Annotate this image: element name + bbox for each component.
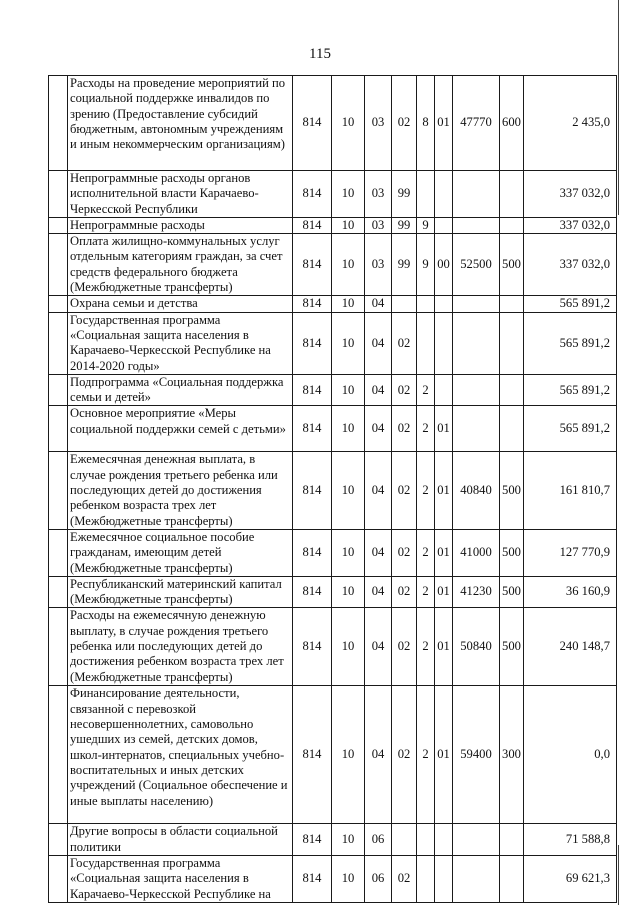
ved-code-cell: 814 bbox=[293, 406, 332, 452]
activity-code-cell: 01 bbox=[435, 406, 453, 452]
subprogram-code-cell: 9 bbox=[417, 234, 435, 296]
section-code-cell: 10 bbox=[332, 406, 365, 452]
subsection-code-cell: 04 bbox=[365, 406, 392, 452]
program-code-cell: 99 bbox=[392, 217, 417, 233]
amount-cell: 2 435,0 bbox=[524, 76, 617, 171]
expense-name-cell: Финансирование деятельности, связанной с перевозкой несовершеннолетних, самовольно ушедших из семей, детских домов, школ-интернатов, специальных учебно-воспитательных и иных детских учреждений (Социальное обеспечение и иные выплаты населению) bbox=[68, 686, 293, 824]
program-code-cell bbox=[392, 824, 417, 856]
activity-code-cell: 00 bbox=[435, 234, 453, 296]
activity-code-cell bbox=[435, 171, 453, 218]
table-row bbox=[49, 452, 617, 529]
ved-code-cell: 814 bbox=[293, 856, 332, 903]
expense-type-cell bbox=[500, 856, 524, 903]
program-code-cell: 02 bbox=[392, 686, 417, 824]
expense-name-cell: Ежемесячное социальное пособие гражданам, имеющим детей (Межбюджетные трансферты) bbox=[68, 529, 293, 576]
expense-name-cell: Республиканский материнский капитал (Межбюджетные трансферты) bbox=[68, 576, 293, 608]
expense-name-cell: Ежемесячная денежная выплата, в случае рождения третьего ребенка или последующих детей до достижения ребенком возраста трех лет (Межбюджетные трансферты) bbox=[68, 452, 293, 529]
expense-name-cell: Непрограммные расходы органов исполнительной власти Карачаево-Черкесской Республики bbox=[68, 171, 293, 218]
direction-code-cell bbox=[453, 406, 500, 452]
table-row bbox=[49, 824, 617, 856]
expense-type-cell bbox=[500, 824, 524, 856]
activity-code-cell bbox=[435, 824, 453, 856]
amount-cell: 36 160,9 bbox=[524, 576, 617, 608]
subsection-code-cell: 03 bbox=[365, 76, 392, 171]
section-code-cell: 10 bbox=[332, 576, 365, 608]
ved-code-cell: 814 bbox=[293, 217, 332, 233]
table-row bbox=[49, 374, 617, 406]
activity-code-cell bbox=[435, 217, 453, 233]
ved-code-cell: 814 bbox=[293, 452, 332, 529]
program-code-cell: 02 bbox=[392, 856, 417, 903]
subsection-code-cell: 04 bbox=[365, 686, 392, 824]
row-number-cell bbox=[49, 576, 68, 608]
direction-code-cell bbox=[453, 296, 500, 312]
page-edge-line bbox=[618, 845, 619, 905]
ved-code-cell: 814 bbox=[293, 76, 332, 171]
expense-type-cell: 500 bbox=[500, 234, 524, 296]
table-row bbox=[49, 686, 617, 824]
amount-cell: 69 621,3 bbox=[524, 856, 617, 903]
row-number-cell bbox=[49, 171, 68, 218]
table-body bbox=[49, 76, 617, 903]
direction-code-cell: 59400 bbox=[453, 686, 500, 824]
expense-name-cell: Государственная программа «Социальная защита населения в Карачаево-Черкесской Республике на bbox=[68, 856, 293, 903]
program-code-cell: 02 bbox=[392, 76, 417, 171]
direction-code-cell: 50840 bbox=[453, 608, 500, 686]
amount-cell: 337 032,0 bbox=[524, 217, 617, 233]
ved-code-cell: 814 bbox=[293, 824, 332, 856]
page-number: 115 bbox=[309, 46, 331, 62]
activity-code-cell: 01 bbox=[435, 452, 453, 529]
expense-type-cell: 500 bbox=[500, 529, 524, 576]
program-code-cell: 99 bbox=[392, 171, 417, 218]
program-code-cell: 02 bbox=[392, 312, 417, 374]
direction-code-cell bbox=[453, 824, 500, 856]
subsection-code-cell: 06 bbox=[365, 856, 392, 903]
subsection-code-cell: 04 bbox=[365, 374, 392, 406]
subsection-code-cell: 04 bbox=[365, 452, 392, 529]
ved-code-cell: 814 bbox=[293, 296, 332, 312]
expense-name-cell: Непрограммные расходы bbox=[68, 217, 293, 233]
table-row bbox=[49, 76, 617, 171]
ved-code-cell: 814 bbox=[293, 529, 332, 576]
section-code-cell: 10 bbox=[332, 217, 365, 233]
expense-name-cell: Оплата жилищно-коммунальных услуг отдельным категориям граждан, за счет средств федерального бюджета (Межбюджетные трансферты) bbox=[68, 234, 293, 296]
subsection-code-cell: 03 bbox=[365, 234, 392, 296]
amount-cell: 565 891,2 bbox=[524, 312, 617, 374]
direction-code-cell: 41000 bbox=[453, 529, 500, 576]
section-code-cell: 10 bbox=[332, 312, 365, 374]
direction-code-cell bbox=[453, 217, 500, 233]
direction-code-cell bbox=[453, 856, 500, 903]
expense-type-cell bbox=[500, 217, 524, 233]
subprogram-code-cell: 9 bbox=[417, 217, 435, 233]
subprogram-code-cell: 2 bbox=[417, 406, 435, 452]
expense-type-cell: 500 bbox=[500, 452, 524, 529]
ved-code-cell: 814 bbox=[293, 686, 332, 824]
amount-cell: 337 032,0 bbox=[524, 234, 617, 296]
program-code-cell: 99 bbox=[392, 234, 417, 296]
row-number-cell bbox=[49, 686, 68, 824]
expense-type-cell: 600 bbox=[500, 76, 524, 171]
subsection-code-cell: 04 bbox=[365, 576, 392, 608]
amount-cell: 565 891,2 bbox=[524, 296, 617, 312]
expense-name-cell: Расходы на проведение мероприятий по социальной поддержке инвалидов по зрению (Предоставление субсидий бюджетным, автономным учреждениям и иным некоммерческим организациям) bbox=[68, 76, 293, 171]
amount-cell: 127 770,9 bbox=[524, 529, 617, 576]
section-code-cell: 10 bbox=[332, 686, 365, 824]
expense-type-cell bbox=[500, 406, 524, 452]
expense-name-cell: Другие вопросы в области социальной политики bbox=[68, 824, 293, 856]
row-number-cell bbox=[49, 406, 68, 452]
subprogram-code-cell: 2 bbox=[417, 529, 435, 576]
activity-code-cell: 01 bbox=[435, 608, 453, 686]
table-row bbox=[49, 856, 617, 903]
amount-cell: 565 891,2 bbox=[524, 374, 617, 406]
activity-code-cell: 01 bbox=[435, 576, 453, 608]
program-code-cell bbox=[392, 296, 417, 312]
ved-code-cell: 814 bbox=[293, 374, 332, 406]
table-row bbox=[49, 576, 617, 608]
direction-code-cell: 47770 bbox=[453, 76, 500, 171]
subprogram-code-cell bbox=[417, 856, 435, 903]
section-code-cell: 10 bbox=[332, 296, 365, 312]
row-number-cell bbox=[49, 76, 68, 171]
row-number-cell bbox=[49, 234, 68, 296]
expense-type-cell bbox=[500, 171, 524, 218]
table-row bbox=[49, 217, 617, 233]
subsection-code-cell: 03 bbox=[365, 171, 392, 218]
section-code-cell: 10 bbox=[332, 76, 365, 171]
subprogram-code-cell: 8 bbox=[417, 76, 435, 171]
activity-code-cell: 01 bbox=[435, 529, 453, 576]
row-number-cell bbox=[49, 296, 68, 312]
activity-code-cell bbox=[435, 856, 453, 903]
expense-name-cell: Охрана семьи и детства bbox=[68, 296, 293, 312]
expense-type-cell: 500 bbox=[500, 576, 524, 608]
row-number-cell bbox=[49, 529, 68, 576]
activity-code-cell: 01 bbox=[435, 686, 453, 824]
section-code-cell: 10 bbox=[332, 234, 365, 296]
subprogram-code-cell: 2 bbox=[417, 686, 435, 824]
direction-code-cell: 40840 bbox=[453, 452, 500, 529]
section-code-cell: 10 bbox=[332, 171, 365, 218]
activity-code-cell: 01 bbox=[435, 76, 453, 171]
activity-code-cell bbox=[435, 296, 453, 312]
program-code-cell: 02 bbox=[392, 608, 417, 686]
table-row bbox=[49, 608, 617, 686]
table-row bbox=[49, 171, 617, 218]
ved-code-cell: 814 bbox=[293, 312, 332, 374]
table-row bbox=[49, 234, 617, 296]
program-code-cell: 02 bbox=[392, 406, 417, 452]
amount-cell: 565 891,2 bbox=[524, 406, 617, 452]
section-code-cell: 10 bbox=[332, 824, 365, 856]
row-number-cell bbox=[49, 217, 68, 233]
ved-code-cell: 814 bbox=[293, 234, 332, 296]
subsection-code-cell: 06 bbox=[365, 824, 392, 856]
subsection-code-cell: 04 bbox=[365, 529, 392, 576]
program-code-cell: 02 bbox=[392, 374, 417, 406]
ved-code-cell: 814 bbox=[293, 608, 332, 686]
subsection-code-cell: 03 bbox=[365, 217, 392, 233]
budget-table bbox=[48, 75, 617, 903]
row-number-cell bbox=[49, 824, 68, 856]
row-number-cell bbox=[49, 856, 68, 903]
ved-code-cell: 814 bbox=[293, 576, 332, 608]
direction-code-cell bbox=[453, 374, 500, 406]
subprogram-code-cell: 2 bbox=[417, 576, 435, 608]
amount-cell: 0,0 bbox=[524, 686, 617, 824]
subsection-code-cell: 04 bbox=[365, 296, 392, 312]
ved-code-cell: 814 bbox=[293, 171, 332, 218]
table-row bbox=[49, 529, 617, 576]
expense-type-cell bbox=[500, 374, 524, 406]
direction-code-cell bbox=[453, 171, 500, 218]
subprogram-code-cell: 2 bbox=[417, 608, 435, 686]
section-code-cell: 10 bbox=[332, 452, 365, 529]
amount-cell: 337 032,0 bbox=[524, 171, 617, 218]
subprogram-code-cell bbox=[417, 312, 435, 374]
expense-name-cell: Расходы на ежемесячную денежную выплату, в случае рождения третьего ребенка или последующих детей до достижения ребенком возраста трех лет (Межбюджетные трансферты) bbox=[68, 608, 293, 686]
activity-code-cell bbox=[435, 374, 453, 406]
row-number-cell bbox=[49, 312, 68, 374]
expense-type-cell: 300 bbox=[500, 686, 524, 824]
section-code-cell: 10 bbox=[332, 529, 365, 576]
section-code-cell: 10 bbox=[332, 856, 365, 903]
subsection-code-cell: 04 bbox=[365, 312, 392, 374]
subprogram-code-cell: 2 bbox=[417, 374, 435, 406]
row-number-cell bbox=[49, 374, 68, 406]
program-code-cell: 02 bbox=[392, 576, 417, 608]
expense-type-cell: 500 bbox=[500, 608, 524, 686]
direction-code-cell bbox=[453, 312, 500, 374]
expense-type-cell bbox=[500, 296, 524, 312]
table-row bbox=[49, 406, 617, 452]
activity-code-cell bbox=[435, 312, 453, 374]
section-code-cell: 10 bbox=[332, 608, 365, 686]
table-row bbox=[49, 312, 617, 374]
program-code-cell: 02 bbox=[392, 529, 417, 576]
subprogram-code-cell bbox=[417, 296, 435, 312]
expense-name-cell: Подпрограмма «Социальная поддержка семьи и детей» bbox=[68, 374, 293, 406]
amount-cell: 71 588,8 bbox=[524, 824, 617, 856]
direction-code-cell: 41230 bbox=[453, 576, 500, 608]
section-code-cell: 10 bbox=[332, 374, 365, 406]
direction-code-cell: 52500 bbox=[453, 234, 500, 296]
expense-name-cell: Основное мероприятие «Меры социальной поддержки семей с детьми» bbox=[68, 406, 293, 452]
expense-type-cell bbox=[500, 312, 524, 374]
subprogram-code-cell bbox=[417, 171, 435, 218]
expense-name-cell: Государственная программа «Социальная защита населения в Карачаево-Черкесской Республике на 2014-2020 годы» bbox=[68, 312, 293, 374]
page-edge-line bbox=[618, 0, 619, 215]
row-number-cell bbox=[49, 608, 68, 686]
amount-cell: 161 810,7 bbox=[524, 452, 617, 529]
table-row bbox=[49, 296, 617, 312]
subprogram-code-cell bbox=[417, 824, 435, 856]
amount-cell: 240 148,7 bbox=[524, 608, 617, 686]
subsection-code-cell: 04 bbox=[365, 608, 392, 686]
subprogram-code-cell: 2 bbox=[417, 452, 435, 529]
program-code-cell: 02 bbox=[392, 452, 417, 529]
row-number-cell bbox=[49, 452, 68, 529]
